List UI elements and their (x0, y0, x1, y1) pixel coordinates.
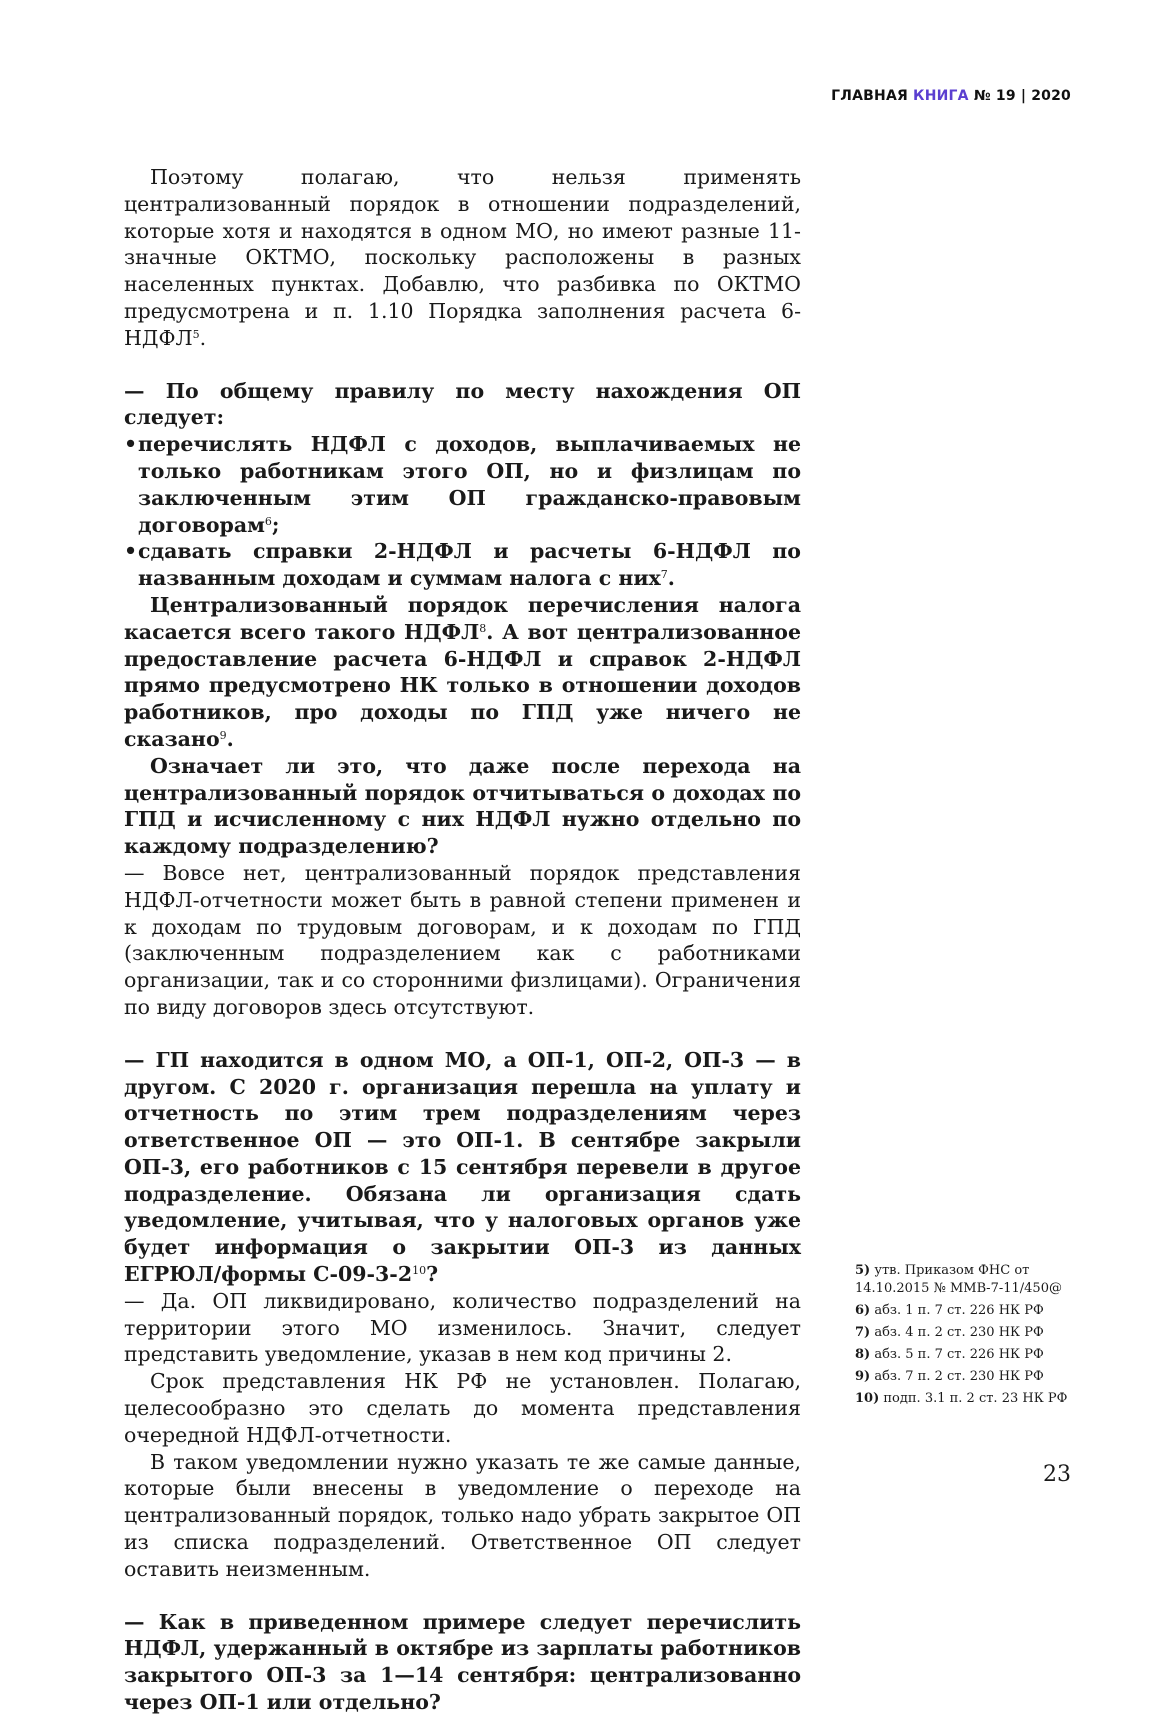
footnote-ref: 7 (660, 568, 668, 582)
footnote-ref: 10 (412, 1264, 427, 1278)
article-body (124, 164, 801, 1716)
answer-paragraph: — Да. ОП ликвидировано, количество подразделений на территории этого МО изменилось. Значит, следует представить уведомление, указав в нем код причины 2. (124, 1288, 801, 1367)
footnote: 9) абз. 7 п. 2 ст. 230 НК РФ (855, 1369, 1044, 1384)
footnote: 6) абз. 1 п. 7 ст. 226 НК РФ (855, 1303, 1044, 1318)
page-number: 23 (1043, 1462, 1071, 1487)
paragraph: Поэтому полагаю, что нельзя применять централизованный порядок в отношении подразделений, которые хотя и находятся в одном МО, но имеют разные 11-значные ОКТМО, поскольку расположены в разных населенных пунктах. Добавлю, что разбивка по ОКТМО предусмотрена и п. 1.10 Порядка заполнения расчета 6-НДФЛ$^5$. (124, 165, 801, 350)
footnote: 7) абз. 4 п. 2 ст. 230 НК РФ (855, 1325, 1044, 1340)
footnote: 10) подп. 3.1 п. 2 ст. 23 НК РФ (855, 1391, 1068, 1406)
question-paragraph: Означает ли это, что даже после перехода на централизованный порядок отчитываться о доходах по ГПД и исчисленному с них НДФЛ нужно отдельно по каждому подразделению? (124, 753, 801, 859)
footnote: 8) абз. 5 п. 7 ст. 226 НК РФ (855, 1347, 1044, 1362)
paragraph: В таком уведомлении нужно указать те же самые данные, которые были внесены в уведомление о переходе на централизованный порядок, только надо убрать закрытое ОП из списка подразделений. Ответственное ОП следует оставить неизменным. (124, 1449, 801, 1581)
footnote: 5) утв. Приказом ФНС от 14.10.2015 № ММВ-7-11/450@ (855, 1263, 1062, 1296)
list-item: • перечислять НДФЛ с доходов, выплачиваемых не только работникам этого ОП, но и физлицам по заключенным этим ОП гражданско-правовым договорам$^6$; (124, 432, 801, 537)
answer-paragraph: — Вовсе нет, централизованный порядок представления НДФЛ-отчетности может быть в равной степени применен и к доходам по трудовым договорам, и к доходам по ГПД (заключенным подразделением как с работниками организации, так и со сторонними физлицами). Ограничения по виду договоров здесь отсутствуют. (124, 860, 801, 1019)
magazine-header (831, 88, 1071, 104)
footnote-ref: 6 (264, 514, 272, 528)
question-heading: — По общему правилу по месту нахождения ОП следует: (124, 378, 801, 430)
issue-number: № 19 | 2020 (973, 88, 1071, 104)
footnote-ref: 9 (219, 728, 227, 742)
footnote-ref: 5 (192, 327, 200, 341)
question-heading: — Как в приведенном примере следует перечислить НДФЛ, удержанный в октябре из зарплаты работников закрытого ОП-3 за 1—14 сентября: централизованно через ОП-1 или отдельно? (124, 1609, 801, 1715)
question-paragraph: Централизованный порядок перечисления налога касается всего такого НДФЛ$^8$. А вот централизованное предоставление расчета 6-НДФЛ и справок 2-НДФЛ прямо предусмотрено НК только в отношении доходов работников, про доходы по ГПД уже ничего не сказано$^9$. (124, 592, 801, 751)
question-heading: — ГП находится в одном МО, а ОП-1, ОП-2, ОП-3 — в другом. С 2020 г. организация перешла на уплату и отчетность по этим трем подразделениям через ответственное ОП — это ОП-1. В сентябре закрыли ОП-3, его работников с 15 сентября перевели в другое подразделение. Обязана ли организация сдать уведомление, учитывая, что у налоговых органов уже будет информация о закрытии ОП-3 из данных ЕГРЮЛ/формы С-09-3-2$^{10}$? (124, 1047, 801, 1287)
footnote-ref: 8 (479, 621, 487, 635)
brand-name-accent: КНИГА (913, 88, 969, 104)
brand-name: ГЛАВНАЯ (831, 88, 908, 104)
paragraph: Срок представления НК РФ не установлен. Полагаю, целесообразно это сделать до момента представления очередной НДФЛ-отчетности. (124, 1369, 801, 1447)
list-item: • сдавать справки 2-НДФЛ и расчеты 6-НДФЛ по названным доходам и суммам налога с них$^7$. (124, 539, 801, 591)
footnotes (855, 1262, 1085, 1412)
